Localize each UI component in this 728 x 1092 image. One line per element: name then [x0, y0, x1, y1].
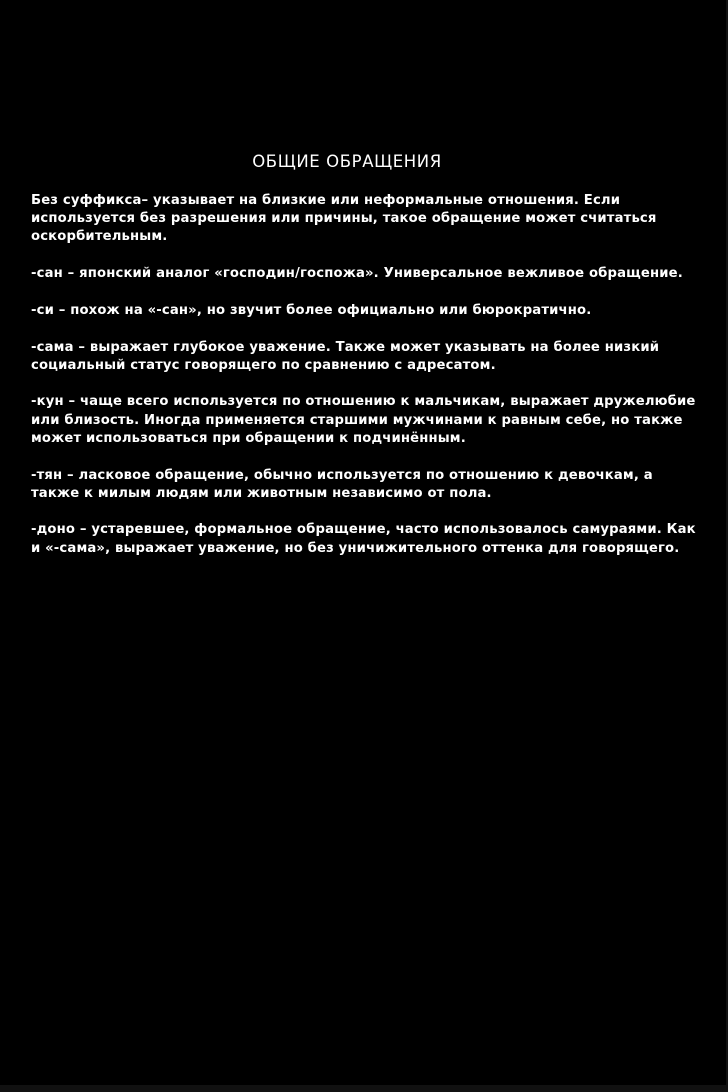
paragraph-dono: [31, 521, 696, 557]
paragraph-line: -тян – ласковое обращение, обычно используется по отношению к девочкам, а: [31, 467, 653, 483]
paragraph-line: Без суффикса– указывает на близкие или неформальные отношения. Если: [31, 193, 621, 208]
page-edge-bottom: [0, 1085, 728, 1092]
paragraph-shi: [31, 302, 681, 320]
paragraph-line: -си – похож на «-сан», но звучит более официально или бюрократично.: [31, 302, 592, 318]
paragraph-line: -доно – устаревшее, формальное обращение, часто использовалось самураями. Как: [31, 522, 696, 538]
paragraph-line: или близость. Иногда применяется старшими мужчинами к равным себе, но также: [31, 412, 683, 428]
paragraph-kun: [31, 393, 696, 448]
paragraph-line: и «-сама», выражает уважение, но без уничижительного оттенка для говорящего.: [31, 540, 680, 556]
paragraph-line: также к милым людям или животным независимо от пола.: [31, 485, 492, 501]
paragraph-sama: [31, 339, 681, 375]
paragraph-no-suffix: [31, 192, 681, 247]
paragraph-line: социальный статус говорящего по сравнению с адресатом.: [31, 357, 496, 373]
paragraph-line: -сама – выражает глубокое уважение. Также может указывать на более низкий: [31, 339, 660, 355]
page-title: ОБЩИЕ ОБРАЩЕНИЯ: [252, 152, 442, 171]
paragraph-san: [31, 265, 681, 283]
paragraph-line: оскорбительным.: [31, 229, 168, 245]
paragraph-line: может использоваться при обращении к подчинённым.: [31, 430, 466, 446]
paragraph-line: используется без разрешения или причины, такое обращение может считаться: [31, 211, 657, 227]
paragraph-chan: [31, 467, 681, 503]
paragraph-line: -сан – японский аналог «господин/госпожа». Универсальное вежливое обращение.: [31, 266, 683, 282]
paragraph-line: -кун – чаще всего используется по отношению к мальчикам, выражает дружелюбие: [31, 394, 696, 410]
honorifics-list: [31, 192, 696, 576]
